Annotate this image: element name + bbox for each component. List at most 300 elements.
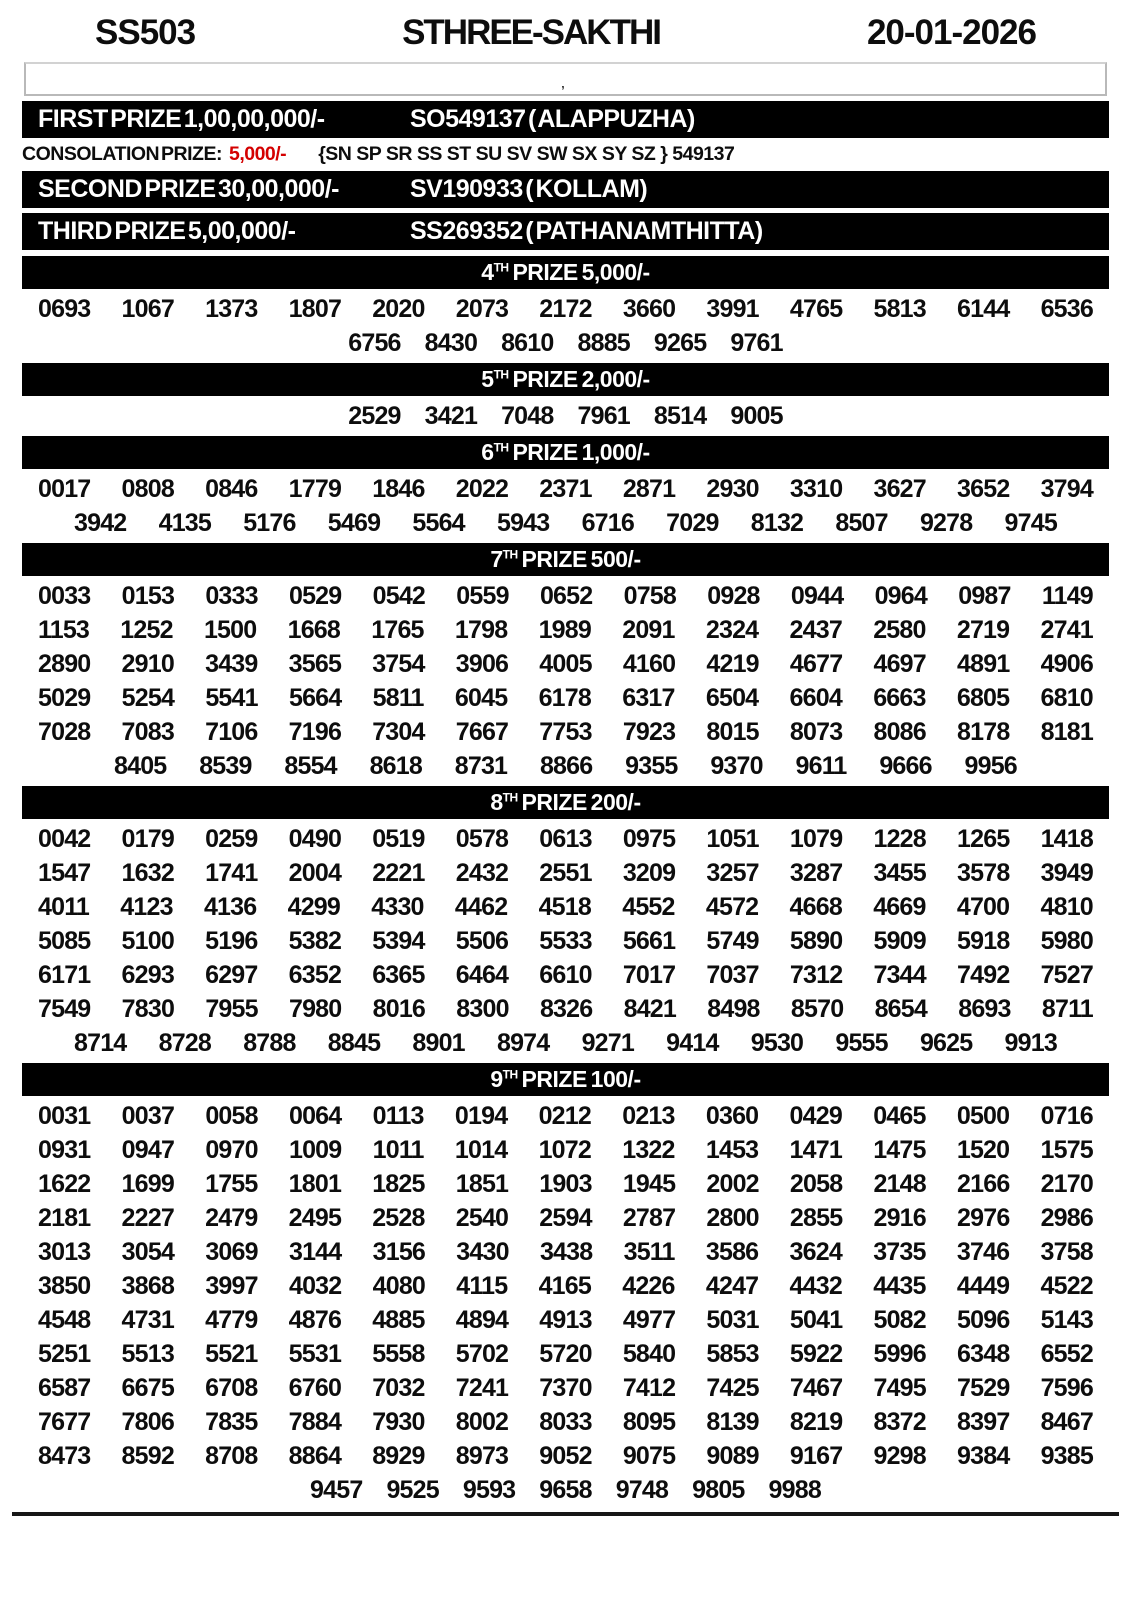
prize-number: 9530: [750, 1028, 804, 1057]
prize-number: 5922: [789, 1339, 843, 1368]
prize-number-row: [0, 924, 1131, 958]
prize-number: 8654: [874, 994, 927, 1023]
prize-number: 4572: [705, 892, 759, 921]
third-prize-label: THIRD PRIZE 5,00,000/-: [38, 217, 296, 245]
prize-number: 0758: [623, 581, 677, 610]
prize-number-row: [0, 856, 1131, 890]
prize-number: 4435: [873, 1271, 926, 1300]
prize-number-row: [0, 579, 1131, 613]
prize-number: 8845: [327, 1028, 381, 1057]
prize-number: 0113: [372, 1101, 424, 1130]
prize-number: 2371: [539, 474, 592, 503]
prize-number: 8372: [873, 1407, 926, 1436]
prize-number-row: [0, 647, 1131, 681]
prize-number: 8864: [288, 1441, 342, 1470]
second-prize-bar: [22, 171, 1109, 208]
prize-number: 0490: [288, 824, 342, 853]
prize-number: 8086: [873, 717, 926, 746]
prize-number: 2073: [455, 294, 509, 323]
prize-number: 0153: [121, 581, 175, 610]
prize-number: 7830: [121, 994, 175, 1023]
prize-number: 6760: [288, 1373, 342, 1402]
prize-number: 0970: [205, 1135, 258, 1164]
prize-number: 3794: [1040, 474, 1093, 503]
prize-number: 3156: [372, 1237, 426, 1266]
prize-number: 4136: [203, 892, 257, 921]
prize-number: 4011: [38, 892, 90, 921]
prize-number: 1741: [205, 858, 258, 887]
prize-number: 5143: [1040, 1305, 1093, 1334]
third-prize-bar: [22, 213, 1109, 250]
prize-number: 1418: [1040, 824, 1093, 853]
prize-number: 6805: [956, 683, 1010, 712]
prize-number: 2871: [622, 474, 676, 503]
prize-number: 4885: [372, 1305, 425, 1334]
prize-number: 6604: [789, 683, 842, 712]
prize-number: 4115: [456, 1271, 508, 1300]
prize-number: 6171: [38, 960, 91, 989]
prize-number: 9278: [919, 508, 973, 537]
prize-number: 4765: [789, 294, 843, 323]
prize-number: 0017: [38, 474, 91, 503]
prize-section-title: 8TH PRIZE 200/-: [490, 789, 641, 815]
prize-number: 5254: [121, 683, 175, 712]
prize-number-row: [0, 1026, 1131, 1060]
prize-number: 1632: [121, 858, 174, 887]
prize-number: 7495: [873, 1373, 926, 1402]
prize-section-header: [22, 1063, 1109, 1096]
prize-number: 3624: [789, 1237, 842, 1266]
prize-number: 0500: [956, 1101, 1010, 1130]
prize-number: 8731: [454, 751, 508, 780]
prize-number: 0928: [707, 581, 760, 610]
prize-number: 4522: [1040, 1271, 1093, 1300]
prize-number: 3735: [873, 1237, 926, 1266]
prize-number: 5840: [622, 1339, 676, 1368]
prize-number: 3578: [957, 858, 1010, 887]
prize-number: 5533: [539, 926, 592, 955]
prize-number: 8016: [372, 994, 426, 1023]
prize-number: 9271: [581, 1028, 634, 1057]
prize-number-row: [0, 890, 1131, 924]
prize-number: 8498: [707, 994, 760, 1023]
prize-number: 1067: [121, 294, 174, 323]
prize-number: 5664: [288, 683, 342, 712]
prize-number-row: [0, 749, 1131, 783]
prize-number: 0559: [456, 581, 509, 610]
prize-number: 2181: [38, 1203, 91, 1232]
prize-number: 9370: [710, 751, 763, 780]
prize-number: 6552: [1040, 1339, 1093, 1368]
bottom-divider: [12, 1512, 1119, 1516]
prize-number: 5749: [706, 926, 759, 955]
prize-number-row: [0, 613, 1131, 647]
prize-number: 8714: [74, 1028, 127, 1057]
prize-number: 7923: [622, 717, 676, 746]
prize-number: 6293: [121, 960, 174, 989]
prize-number: 1520: [956, 1135, 1010, 1164]
prize-number: 2002: [706, 1169, 759, 1198]
prize-number: 7241: [455, 1373, 509, 1402]
draw-date: 20-01-2026: [866, 13, 1036, 52]
second-prize-winner: SV190933 ( KOLLAM): [410, 175, 648, 203]
prize-number: 2528: [372, 1203, 425, 1232]
prize-number: 1051: [706, 824, 759, 853]
prize-number-row: [0, 1337, 1131, 1371]
prize-number: 4548: [38, 1305, 91, 1334]
prize-number: 8973: [455, 1441, 509, 1470]
prize-number: 9666: [879, 751, 932, 780]
prize-number-row: [0, 1269, 1131, 1303]
prize-number: 6536: [1040, 294, 1093, 323]
prize-number: 3660: [622, 294, 676, 323]
prize-number: 3054: [121, 1237, 175, 1266]
prize-number: 2227: [121, 1203, 174, 1232]
prize-number: 9167: [789, 1441, 843, 1470]
prize-number: 9593: [462, 1475, 516, 1504]
prize-number: 7344: [873, 960, 926, 989]
prize-number: 0693: [38, 294, 91, 323]
prize-number: 4123: [120, 892, 173, 921]
prize-number: 4731: [121, 1305, 174, 1334]
prize-number: 5909: [873, 926, 926, 955]
prize-number: 4891: [957, 649, 1010, 678]
prize-number: 3310: [789, 474, 843, 503]
prize-number: 6352: [288, 960, 342, 989]
prize-number: 3439: [205, 649, 258, 678]
prize-number: 9748: [615, 1475, 669, 1504]
prize-number: 4247: [705, 1271, 759, 1300]
prize-number: 0716: [1040, 1101, 1093, 1130]
prize-number: 9525: [386, 1475, 439, 1504]
prize-number: 7667: [455, 717, 509, 746]
prize-number: 3287: [789, 858, 843, 887]
prize-number-row: [0, 1405, 1131, 1439]
prize-number: 8178: [957, 717, 1010, 746]
prize-number: 1807: [288, 294, 342, 323]
prize-number: 9745: [1004, 508, 1057, 537]
prize-number: 5890: [789, 926, 843, 955]
prize-number: 0975: [622, 824, 676, 853]
prize-section-title: 9TH PRIZE 100/-: [490, 1066, 641, 1092]
prize-number-row: [0, 399, 1131, 433]
prize-number: 4462: [454, 892, 508, 921]
prize-number: 2976: [957, 1203, 1010, 1232]
prize-number: 9625: [919, 1028, 973, 1057]
prize-number: 4226: [622, 1271, 675, 1300]
prize-number: 9611: [795, 751, 847, 780]
page-title: STHREE-SAKTHI: [402, 13, 660, 52]
prize-number: 0542: [372, 581, 426, 610]
prize-number: 4552: [622, 892, 675, 921]
prize-number: 9385: [1040, 1441, 1093, 1470]
prize-number: 5661: [622, 926, 676, 955]
prize-number: 5096: [957, 1305, 1010, 1334]
prize-number: 4668: [789, 892, 842, 921]
prize-number: 3069: [205, 1237, 258, 1266]
prize-number: 7753: [539, 717, 592, 746]
prize-number: 7835: [205, 1407, 258, 1436]
prize-number: 5702: [455, 1339, 509, 1368]
prize-number: 2058: [789, 1169, 843, 1198]
prize-number: 1801: [288, 1169, 342, 1198]
prize-number: 9658: [539, 1475, 592, 1504]
prize-number: 3652: [957, 474, 1010, 503]
prize-number: 2170: [1040, 1169, 1093, 1198]
prize-number: 5720: [539, 1339, 592, 1368]
prize-number: 7549: [38, 994, 91, 1023]
prize-number: 4669: [873, 892, 926, 921]
prize-number: 4330: [371, 892, 424, 921]
prize-number: 8219: [789, 1407, 843, 1436]
prize-number: 6504: [705, 683, 759, 712]
prize-number: 8885: [577, 328, 630, 357]
prize-number: 8300: [456, 994, 509, 1023]
prize-number: 8430: [424, 328, 478, 357]
prize-number: 5918: [957, 926, 1010, 955]
prize-number: 0194: [454, 1101, 508, 1130]
prize-number: 0931: [38, 1135, 91, 1164]
prize-number: 1765: [371, 615, 424, 644]
prize-number-row: [0, 1235, 1131, 1269]
prize-number: 7677: [38, 1407, 91, 1436]
prize-number: 4810: [1040, 892, 1093, 921]
prize-number: 3758: [1040, 1237, 1093, 1266]
prize-number: 2495: [288, 1203, 342, 1232]
prize-number: 5085: [38, 926, 91, 955]
prize-number: 6610: [539, 960, 592, 989]
prize-number: 6178: [538, 683, 591, 712]
prize-number: 3949: [1040, 858, 1093, 887]
prize-number: 2580: [873, 615, 926, 644]
prize-number: 7529: [957, 1373, 1010, 1402]
consolation-series: {SN SP SR SS ST SU SV SW SX SY SZ } 549137: [318, 143, 735, 165]
consolation-label: CONSOLATION PRIZE:: [22, 143, 222, 165]
prize-number: 8467: [1040, 1407, 1093, 1436]
prize-number-row: [0, 1439, 1131, 1473]
prize-number: 8132: [750, 508, 804, 537]
prize-number-row: [0, 1167, 1131, 1201]
prize-number: 8397: [957, 1407, 1010, 1436]
prize-number: 4080: [372, 1271, 426, 1300]
prize-number: 6045: [454, 683, 508, 712]
prize-number: 2855: [789, 1203, 843, 1232]
prize-number: 0031: [38, 1101, 91, 1130]
prize-number: 8073: [789, 717, 843, 746]
prize-number: 3209: [622, 858, 676, 887]
header: [0, 10, 1131, 56]
prize-number: 4299: [287, 892, 341, 921]
prize-number: 0529: [288, 581, 342, 610]
prize-number: 4700: [956, 892, 1010, 921]
prize-number: 2020: [372, 294, 425, 323]
prize-number: 9384: [957, 1441, 1010, 1470]
first-prize-winner: SO549137 ( ALAPPUZHA): [410, 105, 695, 133]
prize-number: 2022: [455, 474, 509, 503]
prize-number: 1471: [789, 1135, 842, 1164]
prize-number: 1475: [873, 1135, 926, 1164]
prize-number: 5513: [121, 1339, 174, 1368]
prize-number: 7370: [539, 1373, 592, 1402]
prize-number-row: [0, 1371, 1131, 1405]
prize-number: 8326: [539, 994, 593, 1023]
prize-number: 2787: [622, 1203, 676, 1232]
prize-number: 2551: [539, 858, 592, 887]
prize-number-row: [0, 472, 1131, 506]
prize-number: 1014: [454, 1135, 508, 1164]
prize-number: 3997: [205, 1271, 258, 1300]
prize-number: 7106: [205, 717, 258, 746]
prize-number: 7412: [622, 1373, 676, 1402]
prize-number: 1903: [539, 1169, 592, 1198]
prize-number: 4160: [622, 649, 676, 678]
prize-number: 4697: [873, 649, 926, 678]
prize-number: 2432: [455, 858, 509, 887]
prize-number: 8929: [372, 1441, 425, 1470]
prize-number: 8711: [1041, 994, 1093, 1023]
prize-number-row: [0, 1473, 1131, 1507]
prize-number: 3991: [706, 294, 759, 323]
prize-number: 8405: [114, 751, 167, 780]
prize-number: 4677: [789, 649, 843, 678]
prize-number-row: [0, 681, 1131, 715]
prize-number: 4518: [538, 892, 591, 921]
prize-section-title: 6TH PRIZE 1,000/-: [481, 439, 650, 465]
prize-number: 9805: [692, 1475, 745, 1504]
prize-number: 1252: [120, 615, 173, 644]
stray-mark: ’: [561, 83, 565, 98]
prize-number: 7037: [706, 960, 759, 989]
prize-number: 0944: [790, 581, 844, 610]
prize-number: 7884: [288, 1407, 342, 1436]
prize-number: 8095: [622, 1407, 676, 1436]
prize-number: 9956: [964, 751, 1017, 780]
prize-number: 4165: [538, 1271, 591, 1300]
prize-number: 9355: [625, 751, 678, 780]
prize-number: 0846: [205, 474, 258, 503]
prize-number: 6144: [957, 294, 1010, 323]
prize-number: 2930: [706, 474, 759, 503]
prize-number: 6675: [121, 1373, 174, 1402]
consolation-amount: 5,000/-: [228, 143, 287, 165]
prize-number: 1851: [455, 1169, 509, 1198]
prize-number-row: [0, 822, 1131, 856]
prize-number: 1153: [38, 615, 90, 644]
prize-number: 9761: [730, 328, 783, 357]
prize-number: 8554: [284, 751, 337, 780]
prize-number-row: [0, 326, 1131, 360]
prize-number: 5813: [873, 294, 926, 323]
prize-section-header: [22, 543, 1109, 576]
prize-number: 7467: [789, 1373, 843, 1402]
prize-number: 7596: [1040, 1373, 1093, 1402]
prize-number: 2986: [1040, 1203, 1093, 1232]
prize-number: 3586: [705, 1237, 759, 1266]
prize-number: 0064: [288, 1101, 342, 1130]
prize-section-title: 5TH PRIZE 2,000/-: [481, 366, 650, 392]
prize-number: 3754: [372, 649, 425, 678]
prize-number: 5811: [372, 683, 424, 712]
prize-number: 7032: [372, 1373, 425, 1402]
prize-number: 2221: [372, 858, 425, 887]
prize-number: 9457: [310, 1475, 363, 1504]
prize-number: 6587: [38, 1373, 91, 1402]
prize-number: 1547: [38, 858, 91, 887]
prize-number: 8974: [496, 1028, 550, 1057]
prize-number: 4977: [622, 1305, 676, 1334]
prize-number: 8181: [1040, 717, 1093, 746]
prize-number: 0465: [873, 1101, 926, 1130]
prize-number: 6663: [873, 683, 926, 712]
prize-number: 6297: [205, 960, 258, 989]
prize-number: 2529: [348, 401, 401, 430]
third-prize-winner: SS269352 ( PATHANAMTHITTA): [410, 217, 763, 245]
prize-number: 7304: [372, 717, 425, 746]
prize-section-title: 7TH PRIZE 500/-: [490, 546, 641, 572]
prize-number: 0333: [205, 581, 258, 610]
prize-number-row: [0, 292, 1131, 326]
prize-number: 3942: [74, 508, 127, 537]
prize-number: 5382: [288, 926, 342, 955]
prize-number: 0213: [622, 1101, 675, 1130]
prize-number: 8139: [706, 1407, 759, 1436]
prize-number: 3257: [706, 858, 759, 887]
prize-number: 4032: [288, 1271, 342, 1300]
prize-number: 8015: [706, 717, 759, 746]
prize-number: 5506: [455, 926, 509, 955]
prize-number: 6810: [1040, 683, 1093, 712]
prize-number: 2594: [539, 1203, 592, 1232]
prize-number: 3511: [623, 1237, 675, 1266]
prize-number: 4219: [706, 649, 759, 678]
prize-number: 6708: [205, 1373, 258, 1402]
prize-number: 0578: [455, 824, 509, 853]
prize-number: 1668: [287, 615, 341, 644]
prize-number: 4432: [789, 1271, 842, 1300]
prize-number: 8592: [121, 1441, 174, 1470]
prize-number: 1322: [622, 1135, 675, 1164]
prize-number: 4894: [455, 1305, 509, 1334]
prize-number: 0652: [539, 581, 593, 610]
prize-number: 5980: [1040, 926, 1093, 955]
prize-number: 7196: [288, 717, 342, 746]
prize-number: 8570: [790, 994, 844, 1023]
prize-number: 2479: [205, 1203, 258, 1232]
prize-number: 4906: [1040, 649, 1093, 678]
prize-number: 3868: [121, 1271, 175, 1300]
prize-number: 1622: [38, 1169, 91, 1198]
prize-number: 5029: [38, 683, 91, 712]
prize-number: 0808: [121, 474, 174, 503]
prize-number-row: [0, 1201, 1131, 1235]
second-prize-label: SECOND PRIZE 30,00,000/-: [38, 175, 339, 203]
first-prize-label: FIRST PRIZE 1,00,00,000/-: [38, 105, 325, 133]
prize-section-header: [22, 436, 1109, 469]
prize-number: 7492: [957, 960, 1010, 989]
prize-number: 1149: [1041, 581, 1093, 610]
prize-number: 1453: [705, 1135, 759, 1164]
draw-code: SS503: [95, 13, 196, 52]
prize-number: 2166: [957, 1169, 1010, 1198]
prize-number: 5031: [706, 1305, 759, 1334]
prize-number: 8618: [369, 751, 422, 780]
prize-number: 5394: [372, 926, 425, 955]
prize-number: 0179: [121, 824, 174, 853]
prize-number: 0259: [205, 824, 258, 853]
prize-number: 1373: [205, 294, 258, 323]
prize-number: 1228: [873, 824, 926, 853]
prize-number: 7527: [1040, 960, 1093, 989]
